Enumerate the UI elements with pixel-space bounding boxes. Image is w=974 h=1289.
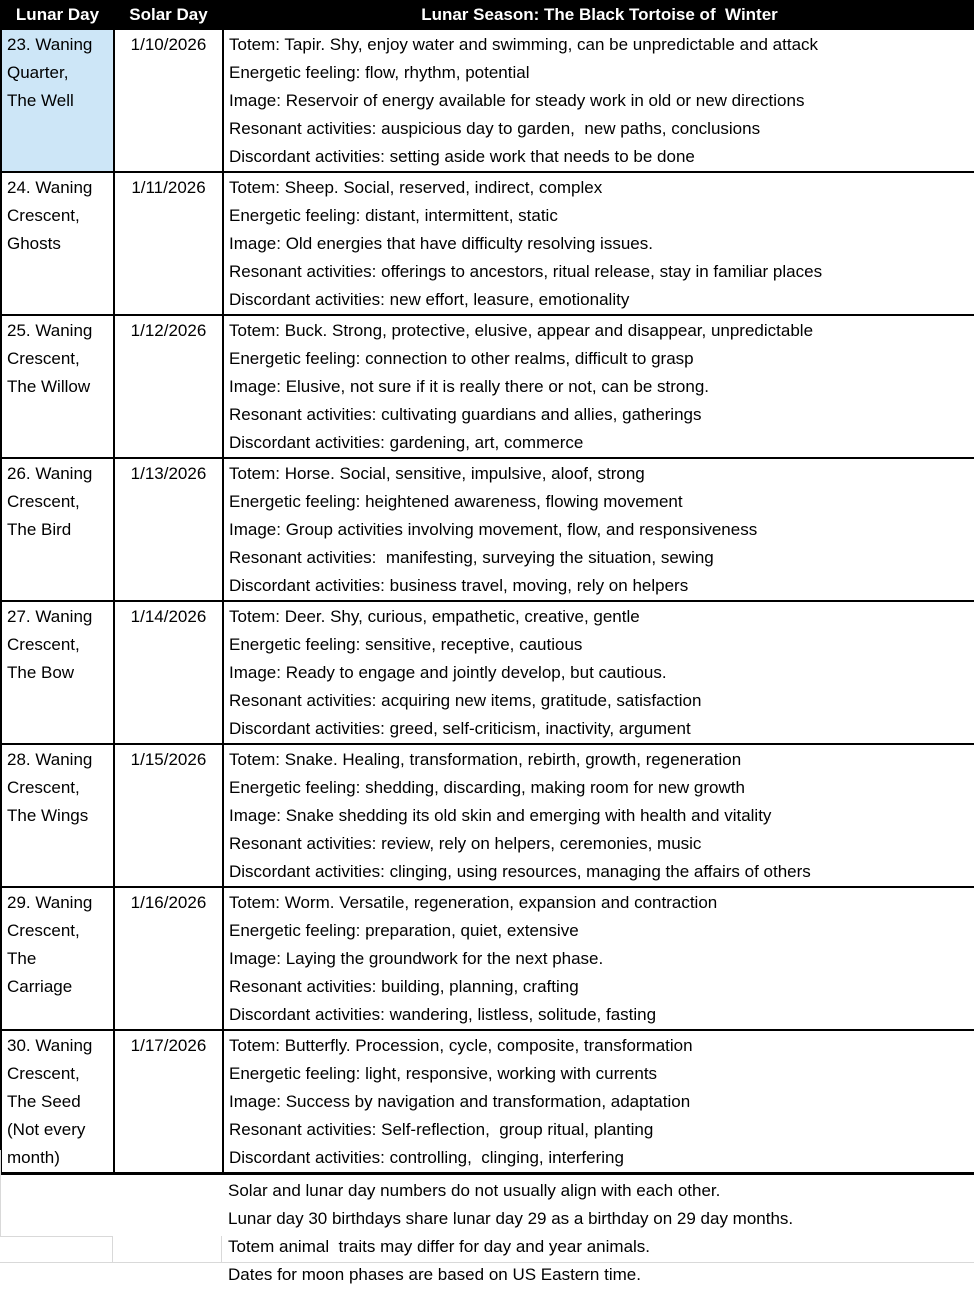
details-cell: [223, 601, 974, 744]
footnote-line: Dates for moon phases are based on US Eastern time.: [228, 1265, 641, 1284]
resonant-activities-line: Resonant activities: Self-reflection, group ritual, planting: [229, 1120, 654, 1139]
table-row: [1, 744, 974, 887]
discordant-activities-line: Discordant activities: controlling, clinging, interfering: [229, 1148, 624, 1167]
table-row: [1, 1030, 974, 1174]
details-cell: [223, 315, 974, 458]
totem-line: Totem: Snake. Healing, transformation, rebirth, growth, regeneration: [229, 750, 742, 769]
totem-line: Totem: Deer. Shy, curious, empathetic, creative, gentle: [229, 607, 640, 626]
image-line: Image: Reservoir of energy available for steady work in old or new directions: [229, 91, 805, 110]
sheet-gridline: [221, 1236, 222, 1263]
image-line: Image: Group activities involving movement, flow, and responsiveness: [229, 520, 758, 539]
header-row: [1, 1, 974, 29]
details-cell: [223, 172, 974, 315]
resonant-activities-line: Resonant activities: offerings to ancestors, ritual release, stay in familiar places: [229, 262, 823, 281]
solar-day-cell: 1/10/2026: [114, 29, 223, 172]
lunar-day-cell: 29. Waning Crescent, The Carriage: [1, 887, 114, 1030]
image-line: Image: Ready to engage and jointly develop, but cautious.: [229, 663, 667, 682]
lunar-day-cell: 28. Waning Crescent, The Wings: [1, 744, 114, 887]
footnote-line: Lunar day 30 birthdays share lunar day 29 as a birthday on 29 day months.: [228, 1209, 794, 1228]
solar-day-cell: 1/13/2026: [114, 458, 223, 601]
solar-day-cell: 1/11/2026: [114, 172, 223, 315]
energetic-feeling-line: Energetic feeling: heightened awareness, flowing movement: [229, 492, 683, 511]
image-line: Image: Elusive, not sure if it is really there or not, can be strong.: [229, 377, 710, 396]
discordant-activities-line: Discordant activities: wandering, listless, solitude, fasting: [229, 1005, 657, 1024]
totem-line: Totem: Sheep. Social, reserved, indirect, complex: [229, 178, 603, 197]
lunar-day-cell: 26. Waning Crescent, The Bird: [1, 458, 114, 601]
energetic-feeling-line: Energetic feeling: connection to other realms, difficult to grasp: [229, 349, 694, 368]
energetic-feeling-line: Energetic feeling: shedding, discarding, making room for new growth: [229, 778, 745, 797]
resonant-activities-line: Resonant activities: manifesting, surveying the situation, sewing: [229, 548, 714, 567]
sheet-gridline: [0, 1262, 974, 1263]
energetic-feeling-line: Energetic feeling: light, responsive, working with currents: [229, 1064, 658, 1083]
energetic-feeling-line: Energetic feeling: distant, intermittent, static: [229, 206, 558, 225]
resonant-activities-line: Resonant activities: review, rely on helpers, ceremonies, music: [229, 834, 702, 853]
lunar-day-cell: 30. Waning Crescent, The Seed (Not every month): [1, 1030, 114, 1174]
resonant-activities-line: Resonant activities: cultivating guardians and allies, gatherings: [229, 405, 702, 424]
table-row: [1, 601, 974, 744]
resonant-activities-line: Resonant activities: acquiring new items, gratitude, satisfaction: [229, 691, 702, 710]
footnote-line: Solar and lunar day numbers do not usually align with each other.: [228, 1181, 721, 1200]
table-row: [1, 887, 974, 1030]
discordant-activities-line: Discordant activities: gardening, art, commerce: [229, 433, 584, 452]
solar-day-cell: 1/12/2026: [114, 315, 223, 458]
lunar-day-cell: 24. Waning Crescent, Ghosts: [1, 172, 114, 315]
totem-line: Totem: Butterfly. Procession, cycle, composite, transformation: [229, 1036, 693, 1055]
totem-line: Totem: Tapir. Shy, enjoy water and swimming, can be unpredictable and attack: [229, 35, 819, 54]
lunar-day-cell: 25. Waning Crescent, The Willow: [1, 315, 114, 458]
energetic-feeling-line: Energetic feeling: preparation, quiet, extensive: [229, 921, 579, 940]
solar-day-cell: 1/15/2026: [114, 744, 223, 887]
sheet-gridline: [0, 1236, 113, 1237]
discordant-activities-line: Discordant activities: business travel, moving, rely on helpers: [229, 576, 689, 595]
energetic-feeling-line: Energetic feeling: sensitive, receptive, cautious: [229, 635, 583, 654]
table-row: [1, 172, 974, 315]
footnote-line: Totem animal traits may differ for day and year animals.: [228, 1237, 651, 1256]
solar-day-cell: 1/14/2026: [114, 601, 223, 744]
image-line: Image: Laying the groundwork for the next phase.: [229, 949, 604, 968]
image-line: Image: Snake shedding its old skin and emerging with health and vitality: [229, 806, 772, 825]
details-cell: [223, 744, 974, 887]
header-lunar-day: Lunar Day: [1, 1, 114, 29]
solar-day-cell: 1/16/2026: [114, 887, 223, 1030]
discordant-activities-line: Discordant activities: greed, self-criticism, inactivity, argument: [229, 719, 691, 738]
solar-day-cell: 1/17/2026: [114, 1030, 223, 1174]
details-cell: [223, 458, 974, 601]
header-solar-day: Solar Day: [114, 1, 223, 29]
lunar-day-cell: 27. Waning Crescent, The Bow: [1, 601, 114, 744]
header-lunar-season: Lunar Season: The Black Tortoise of Winter: [223, 1, 974, 29]
sheet-gridline: [112, 1236, 113, 1263]
totem-line: Totem: Buck. Strong, protective, elusive, appear and disappear, unpredictable: [229, 321, 814, 340]
discordant-activities-line: Discordant activities: setting aside work that needs to be done: [229, 147, 695, 166]
table-row: [1, 315, 974, 458]
resonant-activities-line: Resonant activities: auspicious day to garden, new paths, conclusions: [229, 119, 761, 138]
sheet-gridline: [0, 1150, 1, 1236]
footnotes: [0, 1175, 974, 1289]
discordant-activities-line: Discordant activities: new effort, leasure, emotionality: [229, 290, 630, 309]
details-cell: [223, 1030, 974, 1174]
details-cell: [223, 887, 974, 1030]
energetic-feeling-line: Energetic feeling: flow, rhythm, potential: [229, 63, 530, 82]
totem-line: Totem: Horse. Social, sensitive, impulsive, aloof, strong: [229, 464, 645, 483]
table-row: [1, 458, 974, 601]
image-line: Image: Success by navigation and transformation, adaptation: [229, 1092, 691, 1111]
totem-line: Totem: Worm. Versatile, regeneration, expansion and contraction: [229, 893, 718, 912]
table-row: [1, 29, 974, 172]
discordant-activities-line: Discordant activities: clinging, using resources, managing the affairs of others: [229, 862, 811, 881]
resonant-activities-line: Resonant activities: building, planning, crafting: [229, 977, 579, 996]
details-cell: [223, 29, 974, 172]
image-line: Image: Old energies that have difficulty resolving issues.: [229, 234, 653, 253]
lunar-day-cell: 23. Waning Quarter, The Well: [1, 29, 114, 172]
